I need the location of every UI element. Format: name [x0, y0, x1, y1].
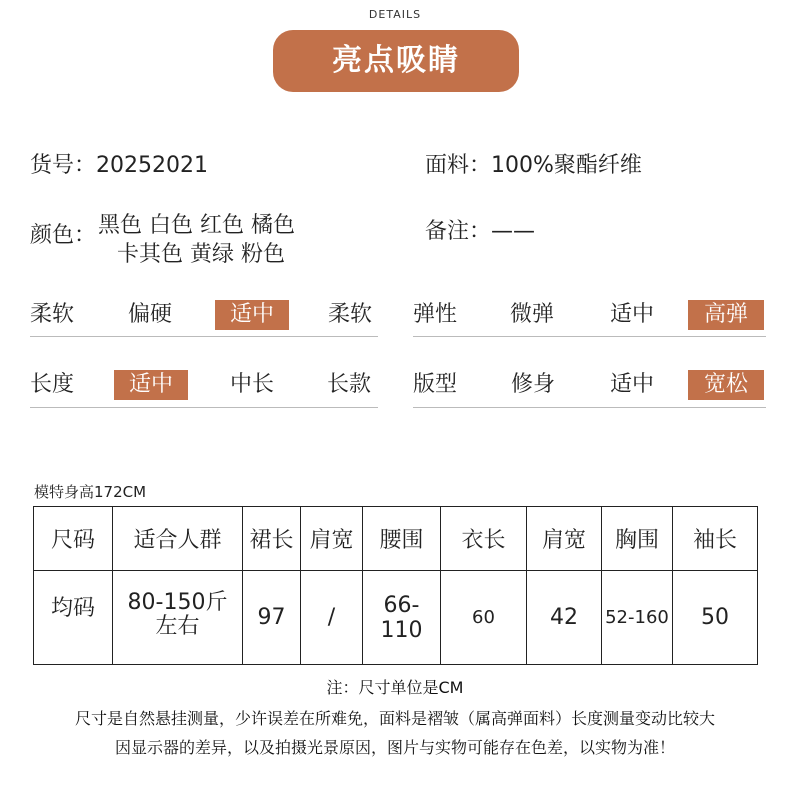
softness-divider — [30, 336, 378, 337]
cell-size: 均码 — [34, 571, 113, 665]
elasticity-option-high-selected: 高弹 — [688, 300, 764, 330]
softness-option-hard: 偏硬 — [128, 302, 173, 327]
header-top-length: 衣长 — [441, 507, 527, 571]
fit-option-medium: 适中 — [610, 372, 655, 397]
header-skirt-length: 裙长 — [243, 507, 301, 571]
cell-suitable-weight: 80-150斤 左右 — [113, 571, 243, 665]
size-table — [33, 506, 758, 665]
header-sleeve-length: 袖长 — [673, 507, 758, 571]
header-size: 尺码 — [34, 507, 113, 571]
length-label: 长度 — [30, 372, 75, 397]
fit-option-slim: 修身 — [511, 372, 556, 397]
cell-chest: 52-160 — [602, 571, 673, 665]
color-line-2: 卡其色 黄绿 粉色 — [117, 242, 285, 267]
cell-top-length: 60 — [441, 571, 527, 665]
measurement-note: 尺寸是自然悬挂测量，少许误差在所难免，面料是褶皱（属高弹面料）长度测量变动比较大 — [74, 709, 715, 728]
header-shoulder-width-2: 肩宽 — [527, 507, 602, 571]
softness-option-soft: 柔软 — [328, 302, 373, 327]
cell-shoulder-width-1: / — [301, 571, 363, 665]
cell-skirt-length: 97 — [243, 571, 301, 665]
title-banner: 亮点吸睛 — [273, 30, 519, 92]
size-table-header-row — [34, 507, 758, 571]
elasticity-divider — [413, 336, 766, 337]
fit-divider — [413, 407, 766, 408]
unit-note: 注：尺寸单位是CM — [326, 678, 464, 697]
cell-shoulder-width-2: 42 — [527, 571, 602, 665]
fabric-info: 面料：100%聚酯纤维 — [425, 153, 642, 178]
elasticity-option-slight: 微弹 — [510, 302, 555, 327]
length-option-long: 长款 — [327, 372, 372, 397]
softness-label: 柔软 — [30, 302, 75, 327]
fit-label: 版型 — [413, 372, 458, 397]
color-difference-note: 因显示器的差异，以及拍摄光景原因，图片与实物可能存在色差，以实物为准！ — [114, 738, 675, 757]
header-suitable-weight: 适合人群 — [113, 507, 243, 571]
header-chest: 胸围 — [602, 507, 673, 571]
header-waist: 腰围 — [363, 507, 441, 571]
softness-option-medium-selected: 适中 — [215, 300, 289, 330]
length-divider — [30, 407, 378, 408]
length-option-medium-selected: 适中 — [114, 370, 188, 400]
model-height: 模特身高172CM — [34, 483, 147, 501]
cell-waist: 66-110 — [363, 571, 441, 665]
remark-info: 备注：—— — [425, 219, 536, 244]
details-label: DETAILS — [368, 8, 422, 21]
color-line-1: 黑色 白色 红色 橘色 — [98, 213, 295, 238]
color-label: 颜色： — [30, 223, 97, 248]
elasticity-label: 弹性 — [413, 302, 458, 327]
cell-sleeve-length: 50 — [673, 571, 758, 665]
table-row — [34, 571, 758, 665]
elasticity-option-medium: 适中 — [610, 302, 655, 327]
item-number: 货号：20252021 — [30, 153, 208, 178]
header-shoulder-width-1: 肩宽 — [301, 507, 363, 571]
fit-option-loose-selected: 宽松 — [688, 370, 764, 400]
length-option-mid-long: 中长 — [230, 372, 275, 397]
